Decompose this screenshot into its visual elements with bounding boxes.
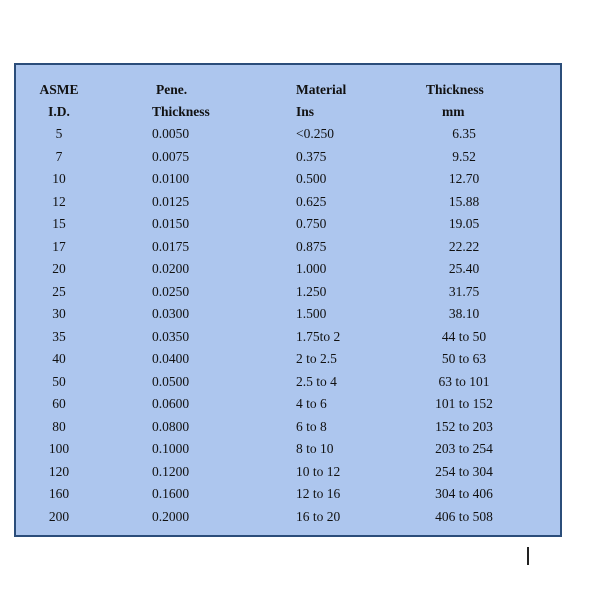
cell-pene-thickness: 0.0800 (152, 418, 190, 434)
cell-asme-id: 50 (52, 373, 66, 389)
table-row (16, 303, 560, 325)
cell-thickness-mm: 31.75 (448, 283, 480, 299)
table-row (16, 258, 560, 280)
cell-pene-thickness: 0.0050 (152, 126, 190, 141)
header-id: I.D. (48, 104, 70, 119)
cell-material-ins: 10 to 12 (296, 463, 341, 479)
cell-thickness-mm: 101 to 152 (435, 396, 493, 411)
table-row (16, 416, 560, 438)
cell-pene-thickness: 0.0175 (152, 238, 190, 254)
table-subheader-row (16, 101, 560, 123)
cell-material-ins: 2 to 2.5 (296, 351, 337, 366)
cell-pene-thickness: 0.0600 (152, 396, 190, 411)
cell-material-ins: 16 to 20 (296, 508, 341, 524)
cell-asme-id: 160 (48, 486, 70, 501)
table-row (16, 371, 560, 393)
cell-material-ins: 2.5 to 4 (296, 373, 337, 389)
cell-pene-thickness: 0.0075 (152, 148, 190, 164)
cell-pene-thickness: 0.0400 (152, 351, 190, 366)
table-row (16, 348, 560, 370)
table-row (16, 281, 560, 303)
cell-asme-id: 60 (52, 396, 66, 411)
table-row (16, 236, 560, 258)
cell-material-ins: 4 to 6 (296, 396, 327, 411)
cell-material-ins: 6 to 8 (296, 418, 327, 434)
cell-asme-id: 17 (52, 238, 66, 254)
cell-asme-id: 10 (52, 171, 66, 186)
table-row (16, 326, 560, 348)
cell-pene-thickness: 0.0500 (152, 373, 190, 389)
cell-thickness-mm: 22.22 (448, 238, 480, 254)
table-row (16, 191, 560, 213)
cell-thickness-mm: 19.05 (448, 216, 480, 231)
header-thickness: Thickness (426, 82, 484, 97)
cell-thickness-mm: 152 to 203 (435, 418, 493, 434)
cell-material-ins: 12 to 16 (296, 486, 341, 501)
cell-thickness-mm: 406 to 508 (435, 508, 493, 524)
cell-thickness-mm: 254 to 304 (435, 463, 493, 479)
cell-thickness-mm: 9.52 (452, 148, 476, 164)
cell-thickness-mm: 15.88 (448, 193, 480, 209)
cell-pene-thickness: 0.0350 (152, 328, 190, 344)
cell-pene-thickness: 0.2000 (152, 508, 190, 524)
table-row (16, 506, 560, 528)
cell-material-ins: 0.375 (296, 148, 327, 164)
cell-asme-id: 7 (55, 148, 63, 164)
cell-asme-id: 15 (52, 216, 66, 231)
header-mm: mm (442, 104, 465, 119)
table-row (16, 483, 560, 505)
table-row (16, 393, 560, 415)
cell-material-ins: 0.875 (296, 238, 327, 254)
table-row (16, 168, 560, 190)
cell-pene-thickness: 0.0300 (152, 306, 190, 321)
header-pene-thickness: Thickness (152, 104, 210, 119)
cell-pene-thickness: 0.0100 (152, 171, 190, 186)
cell-asme-id: 100 (48, 441, 70, 456)
cell-thickness-mm: 203 to 254 (435, 441, 493, 456)
header-ins: Ins (296, 104, 315, 119)
table-header-row (16, 79, 560, 101)
cell-thickness-mm: 304 to 406 (435, 486, 493, 501)
header-pene: Pene. (156, 82, 188, 97)
text-cursor (527, 547, 529, 565)
cell-pene-thickness: 0.0250 (152, 283, 190, 299)
cell-pene-thickness: 0.1200 (152, 463, 190, 479)
cell-asme-id: 25 (52, 283, 66, 299)
cell-asme-id: 40 (52, 351, 66, 366)
cell-material-ins: <0.250 (296, 126, 334, 141)
table-row (16, 461, 560, 483)
thickness-table (14, 63, 562, 537)
cell-material-ins: 1.75to 2 (296, 328, 341, 344)
cell-thickness-mm: 25.40 (448, 261, 480, 276)
cell-thickness-mm: 50 to 63 (441, 351, 487, 366)
cell-asme-id: 12 (52, 193, 66, 209)
cell-pene-thickness: 0.0125 (152, 193, 190, 209)
cell-thickness-mm: 63 to 101 (438, 373, 490, 389)
table-row (16, 146, 560, 168)
table-row (16, 213, 560, 235)
cell-material-ins: 1.500 (296, 306, 327, 321)
cell-asme-id: 80 (52, 418, 66, 434)
cell-asme-id: 200 (48, 508, 70, 524)
cell-material-ins: 8 to 10 (296, 441, 334, 456)
cell-asme-id: 30 (52, 306, 66, 321)
cell-pene-thickness: 0.1000 (152, 441, 190, 456)
cell-pene-thickness: 0.1600 (152, 486, 190, 501)
table-row (16, 123, 560, 145)
cell-material-ins: 1.000 (296, 261, 327, 276)
cell-material-ins: 0.500 (296, 171, 327, 186)
cell-pene-thickness: 0.0200 (152, 261, 190, 276)
cell-thickness-mm: 6.35 (452, 126, 476, 141)
cell-thickness-mm: 44 to 50 (441, 328, 487, 344)
cell-material-ins: 0.750 (296, 216, 327, 231)
cell-asme-id: 120 (48, 463, 70, 479)
cell-material-ins: 1.250 (296, 283, 327, 299)
cell-asme-id: 20 (52, 261, 66, 276)
cell-pene-thickness: 0.0150 (152, 216, 190, 231)
cell-material-ins: 0.625 (296, 193, 327, 209)
table-row (16, 438, 560, 460)
cell-asme-id: 5 (55, 126, 63, 141)
cell-thickness-mm: 12.70 (448, 171, 480, 186)
cell-thickness-mm: 38.10 (448, 306, 480, 321)
cell-asme-id: 35 (52, 328, 66, 344)
header-material: Material (296, 82, 347, 97)
header-asme: ASME (39, 82, 79, 97)
